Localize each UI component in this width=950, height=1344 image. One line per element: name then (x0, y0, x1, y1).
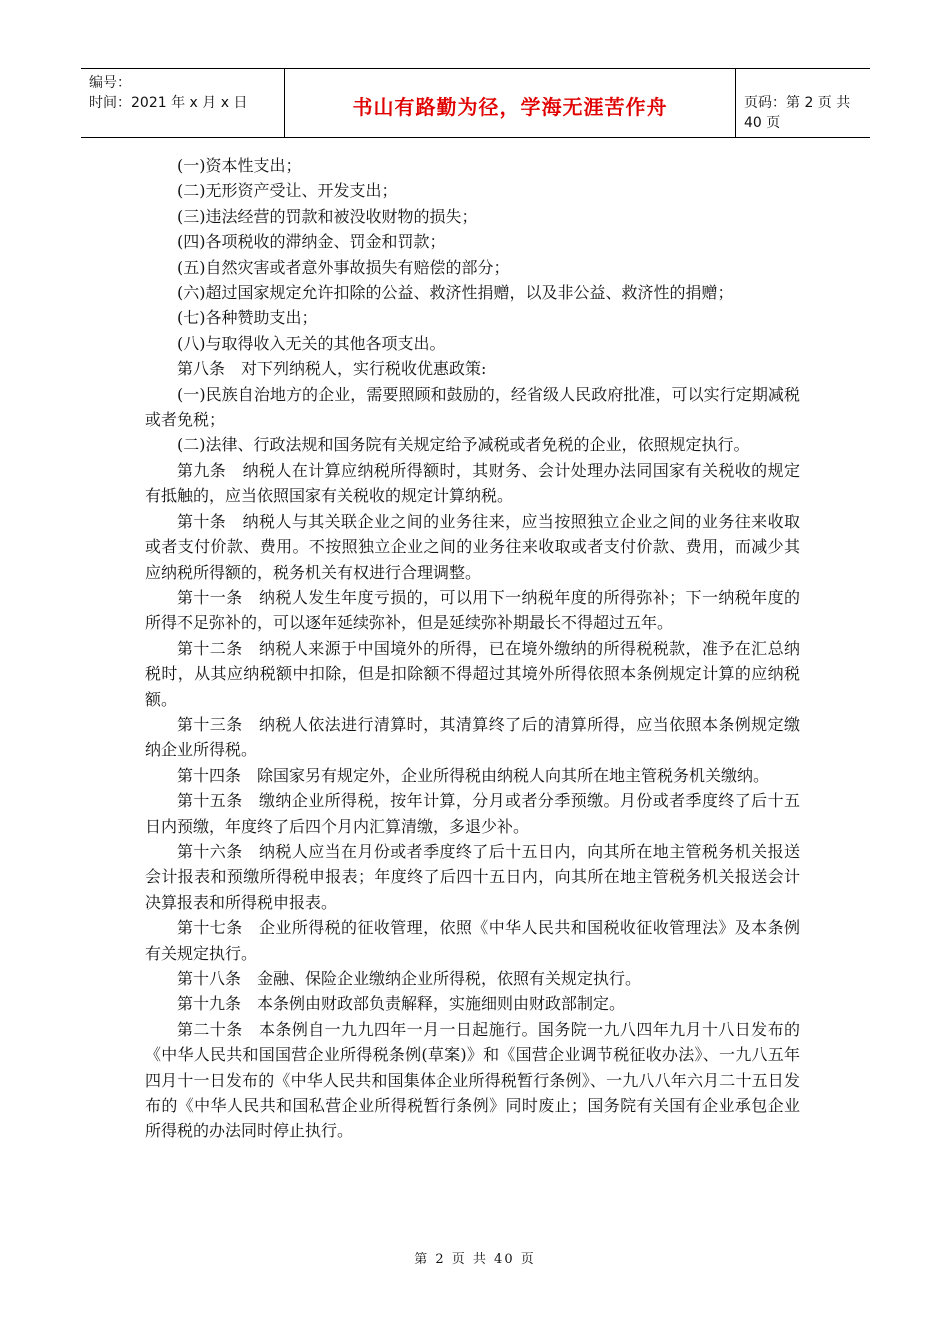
paragraph: (七)各种赞助支出； (177, 308, 318, 328)
paragraph: 第十三条 纳税人依法进行清算时，其清算终了后的清算所得，应当依照本条例规定缴纳企业所得税。 (145, 714, 800, 760)
page-footer: 第 2 页 共 40 页 (414, 1252, 536, 1267)
header-motto-cell (284, 69, 736, 137)
header-info-cell (81, 69, 284, 137)
paragraph: 第十七条 企业所得税的征收管理，依照《中华人民共和国税收征收管理法》及本条例有关规定执行。 (145, 918, 800, 963)
document-date-label: 时间：2021 年 x 月 x 日 (89, 95, 248, 111)
paragraph: (二)无形资产受让、开发支出； (177, 181, 398, 201)
document-body (145, 153, 800, 1144)
paragraph: 第十四条 除国家另有规定外，企业所得税由纳税人向其所在地主管税务机关缴纳。 (177, 765, 770, 785)
paragraph: 第十五条 缴纳企业所得税，按年计算，分月或者分季预缴。月份或者季度终了后十五日内预缴，年度终了后四个月内汇算清缴，多退少补。 (145, 791, 800, 836)
paragraph: (五)自然灾害或者意外事故损失有赔偿的部分； (177, 257, 510, 277)
paragraph: 第十一条 纳税人发生年度亏损的，可以用下一纳税年度的所得弥补；下一纳税年度的所得不足弥补的，可以逐年延续弥补，但是延续弥补期最长不得超过五年。 (145, 587, 800, 633)
paragraph: (三)违法经营的罚款和被没收财物的损失； (177, 206, 478, 226)
header-page-cell (734, 69, 870, 137)
page-header (81, 68, 870, 138)
paragraph: (一)资本性支出； (177, 156, 302, 175)
paragraph: 第八条 对下列纳税人，实行税收优惠政策: (177, 359, 487, 379)
paragraph: 第十条 纳税人与其关联企业之间的业务往来，应当按照独立企业之间的业务往来收取或者支付价款、费用。不按照独立企业之间的业务往来收取或者支付价款、费用，而减少其应纳税所得额的，税务机关有权进行合理调整。 (145, 511, 800, 582)
paragraph: 第九条 纳税人在计算应纳税所得额时，其财务、会计处理办法同国家有关税收的规定有抵触的，应当依照国家有关税收的规定计算纳税。 (145, 460, 800, 506)
paragraph: (八)与取得收入无关的其他各项支出。 (177, 333, 446, 353)
paragraph: 第二十条 本条例自一九九四年一月一日起施行。国务院一九八四年九月十八日发布的《中华人民共和国国营企业所得税条例(草案)》和《国营企业调节税征收办法》、一九八五年四月十一日发布的《中华人民共和国集体企业所得税暂行条例》、一九八八年六月二十五日发布的《中华人民共和国私营企业所得税暂行条例》同时废止；国务院有关国有企业承包企业所得税的办法同时停止执行。 (145, 1019, 800, 1141)
paragraph: 第十六条 纳税人应当在月份或者季度终了后十五日内，向其所在地主管税务机关报送会计报表和预缴所得税申报表；年度终了后四十五日内，向其所在地主管税务机关报送会计决算报表和所得税申报表。 (145, 841, 800, 912)
paragraph: 第十九条 本条例由财政部负责解释，实施细则由财政部制定。 (177, 994, 626, 1014)
paragraph: 第十八条 金融、保险企业缴纳企业所得税，依照有关规定执行。 (177, 969, 642, 988)
paragraph: (六)超过国家规定允许扣除的公益、救济性捐赠，以及非公益、救济性的捐赠； (177, 283, 734, 303)
document-number-label: 编号： (89, 75, 131, 91)
header-page-number: 页码：第 2 页 共 40 页 (744, 95, 851, 131)
paragraph: 第十二条 纳税人来源于中国境外的所得，已在境外缴纳的所得税税款，准予在汇总纳税时，从其应纳税额中扣除，但是扣除额不得超过其境外所得依照本条例规定计算的应纳税额。 (145, 638, 800, 709)
paragraph: (四)各项税收的滞纳金、罚金和罚款； (177, 232, 446, 252)
header-motto: 书山有路勤为径，学海无涯苦作舟 (352, 95, 668, 119)
paragraph: (二)法律、行政法规和国务院有关规定给予减税或者免税的企业，依照规定执行。 (177, 435, 750, 455)
paragraph: (一)民族自治地方的企业，需要照顾和鼓励的，经省级人民政府批准，可以实行定期减税或者免税； (145, 384, 800, 430)
